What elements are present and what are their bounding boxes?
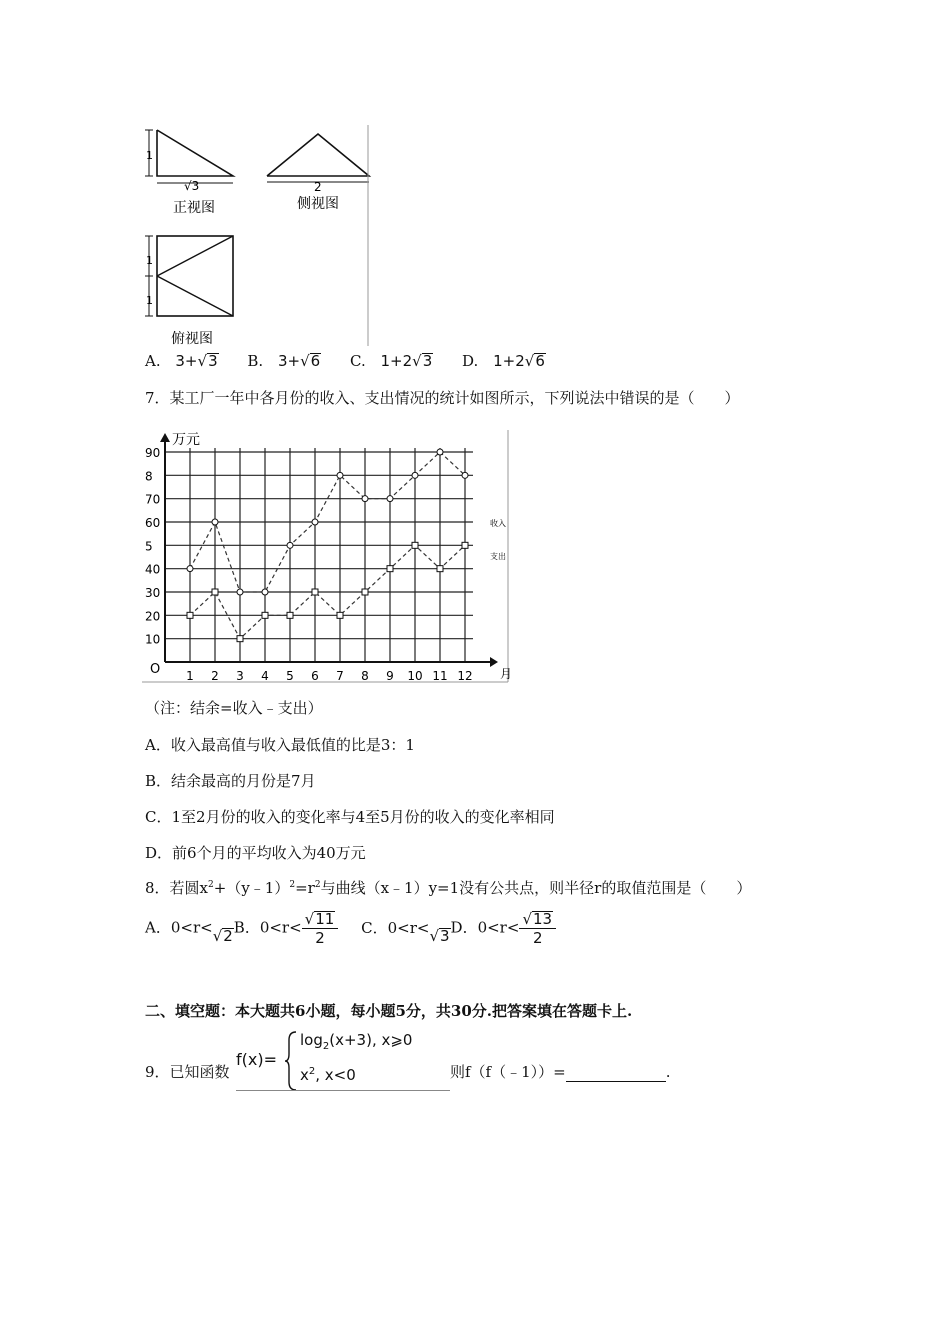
q9-case1-sub: 2 (322, 1041, 330, 1052)
q8-option-d-den: 2 (532, 929, 543, 947)
income-point (462, 472, 468, 478)
front-view-caption: 正视图 (173, 200, 215, 216)
q6-option-b-rad: 6 (310, 352, 321, 370)
front-height-label: 1 (146, 149, 153, 162)
q9-end: . (665, 1063, 671, 1081)
q8-stem-mid: +（y﹣1） (213, 879, 290, 897)
q8-stem (145, 877, 751, 898)
q8-sup-3: 2 (314, 880, 321, 890)
expense-point (387, 566, 393, 572)
q6-options (145, 352, 546, 370)
q7-option-b: B．结余最高的月份是7月 (145, 772, 316, 790)
income-point (287, 542, 293, 548)
x-tick-label: 8 (361, 669, 369, 683)
q7-note: （注：结余=收入﹣支出） (145, 699, 323, 717)
q6-option-a-int: 3+ (175, 352, 198, 370)
q6-option-c: C. 1+2√3 (350, 352, 433, 370)
y-tick-label: 90 (145, 446, 161, 460)
q9-underline (236, 1090, 450, 1091)
q8-stem-mid2: =r (295, 879, 315, 897)
x-tick-label: 10 (407, 669, 423, 683)
q8-options: A．0<r<√2B．0<r< $\frac{√11}{2}$ C．0<r<√3D．0<r< $\frac{√13}{2}$ (145, 910, 556, 947)
q9-suffix-text: 则f（f（﹣1））= (450, 1063, 566, 1081)
expense-point (362, 589, 368, 595)
q6-option-a-letter: A. (145, 352, 161, 370)
q8-option-a-rad: 2 (223, 926, 233, 945)
x-tick-label: 2 (211, 669, 219, 683)
q6-option-c-int: 1+2 (380, 352, 413, 370)
q8-option-b-den: 2 (315, 929, 325, 947)
q6-option-d-int: 1+2 (493, 352, 525, 370)
q6-option-d-letter: D. (462, 352, 479, 370)
expense-point (237, 636, 243, 642)
expense-point (262, 612, 268, 618)
legend-label-expense: 支出 (490, 552, 506, 561)
side-view-caption: 侧视图 (297, 196, 339, 212)
q9-case1-log: log (300, 1031, 323, 1049)
origin-label: O (150, 662, 161, 677)
y-tick-label: 40 (145, 562, 161, 577)
q8-option-d-rad: 13 (533, 910, 553, 928)
y-tick-label: 30 (145, 586, 161, 600)
expense-point (312, 589, 318, 595)
x-tick-label: 7 (336, 669, 344, 683)
side-width-label: 2 (314, 180, 322, 194)
x-tick-label: 9 (386, 669, 394, 683)
q9-case2 (300, 1066, 356, 1084)
y-axis-label: 万元 (172, 432, 200, 448)
q7-option-a: A．收入最高值与收入最低值的比是3：1 (145, 736, 415, 754)
q9-brace (284, 1030, 298, 1092)
expense-point (187, 612, 193, 618)
q9-case2-rest: , x<0 (315, 1066, 356, 1084)
q7-option-d: D．前6个月的平均收入为40万元 (145, 844, 366, 862)
q9-suffix (450, 1061, 671, 1082)
income-point (187, 566, 193, 572)
y-tick-label: 20 (145, 609, 161, 624)
income-point (437, 449, 443, 455)
q8-sup-1: 2 (208, 880, 214, 890)
x-tick-label: 5 (286, 669, 294, 683)
q6-option-a-rad: 3 (208, 352, 218, 370)
q9-case2-sup: 2 (308, 1066, 316, 1077)
top-view-caption: 俯视图 (171, 331, 213, 347)
q7-option-c: C．1至2月份的收入的变化率与4至5月份的收入的变化率相同 (145, 808, 555, 826)
y-tick-label: 5 (145, 539, 153, 554)
q8-option-a-letter: A．0<r< (145, 918, 213, 937)
top-view (145, 236, 233, 347)
x-axis-arrow (490, 657, 498, 667)
q8-stem-suffix: 与曲线（x﹣1）y=1没有公共点，则半径r的取值范围是（ ） (320, 879, 752, 897)
front-view (145, 130, 233, 216)
top-upper-label: 1 (146, 254, 153, 267)
x-tick-label: 6 (311, 669, 319, 683)
income-point (387, 496, 393, 502)
q6-option-c-rad: 3 (422, 352, 433, 370)
x-tick-label: 4 (261, 669, 269, 683)
expense-point (337, 612, 343, 618)
income-point (412, 472, 418, 478)
y-tick-label: 8 (145, 469, 153, 484)
q8-sup-2: 2 (289, 880, 296, 890)
expense-point (437, 566, 443, 572)
income-expense-chart (140, 428, 512, 684)
expense-point (412, 542, 418, 548)
q9-prefix: 9．已知函数 (145, 1063, 230, 1081)
q8-option-c-rad: 3 (440, 926, 450, 945)
q7-stem: 7．某工厂一年中各月份的收入、支出情况的统计如图所示，下列说法中错误的是（ ） (145, 389, 740, 407)
q8-option-d-frac: $\frac{√13}{2}$ (519, 910, 556, 947)
expense-point (212, 589, 218, 595)
q8-option-b-letter: B．0<r< (233, 918, 302, 937)
q6-option-b-letter: B. (247, 352, 264, 370)
q9-case2-x: x (300, 1066, 309, 1084)
income-point (362, 496, 368, 502)
q6-option-b-int: 3+ (277, 352, 301, 370)
q9-answer-blank[interactable] (566, 1067, 666, 1082)
q8-option-b-rad: 11 (315, 910, 335, 928)
y-axis-arrow (160, 433, 170, 442)
expense-point (287, 612, 293, 618)
q6-option-d: D. 1+2√6 (462, 352, 545, 370)
y-tick-label: 10 (145, 632, 161, 647)
y-tick-label: 70 (145, 492, 161, 507)
x-tick-label: 1 (186, 669, 194, 683)
x-tick-label: 12 (457, 669, 473, 683)
income-point (237, 589, 243, 595)
front-width-label: √3 (184, 179, 200, 193)
q8-option-b-frac: $\frac{√11}{2}$ (302, 910, 339, 947)
side-view (267, 134, 369, 212)
q9-case1-rest: (x+3), x⩾0 (329, 1031, 413, 1049)
q6-option-c-letter: C. (350, 352, 366, 370)
q8-option-d-letter: D．0<r< (450, 918, 520, 937)
x-tick-label: 3 (236, 669, 244, 683)
y-tick-label: 60 (145, 516, 161, 530)
q8-stem-prefix: 8．若圆x (145, 879, 209, 897)
section2-heading: 二、填空题：本大题共6小题，每小题5分，共30分.把答案填在答题卡上. (145, 1002, 633, 1020)
x-axis-label: 月 (500, 667, 512, 681)
x-tick-label: 11 (432, 669, 448, 683)
income-point (212, 519, 218, 525)
legend-label-income: 收入 (490, 519, 506, 528)
expense-point (462, 542, 468, 548)
q6-option-d-rad: 6 (535, 352, 545, 370)
q9-case1 (300, 1031, 412, 1052)
q6-option-a: A. 3+√3 (145, 352, 218, 370)
q6-option-b: B. 3+√6 (247, 352, 321, 370)
q8-option-c-letter: C．0<r< (361, 918, 430, 937)
income-point (262, 589, 268, 595)
income-point (312, 519, 318, 525)
top-lower-label: 1 (146, 294, 153, 307)
three-view-figure (135, 120, 375, 350)
q9-fx: f(x)= (236, 1050, 277, 1069)
income-point (337, 472, 343, 478)
